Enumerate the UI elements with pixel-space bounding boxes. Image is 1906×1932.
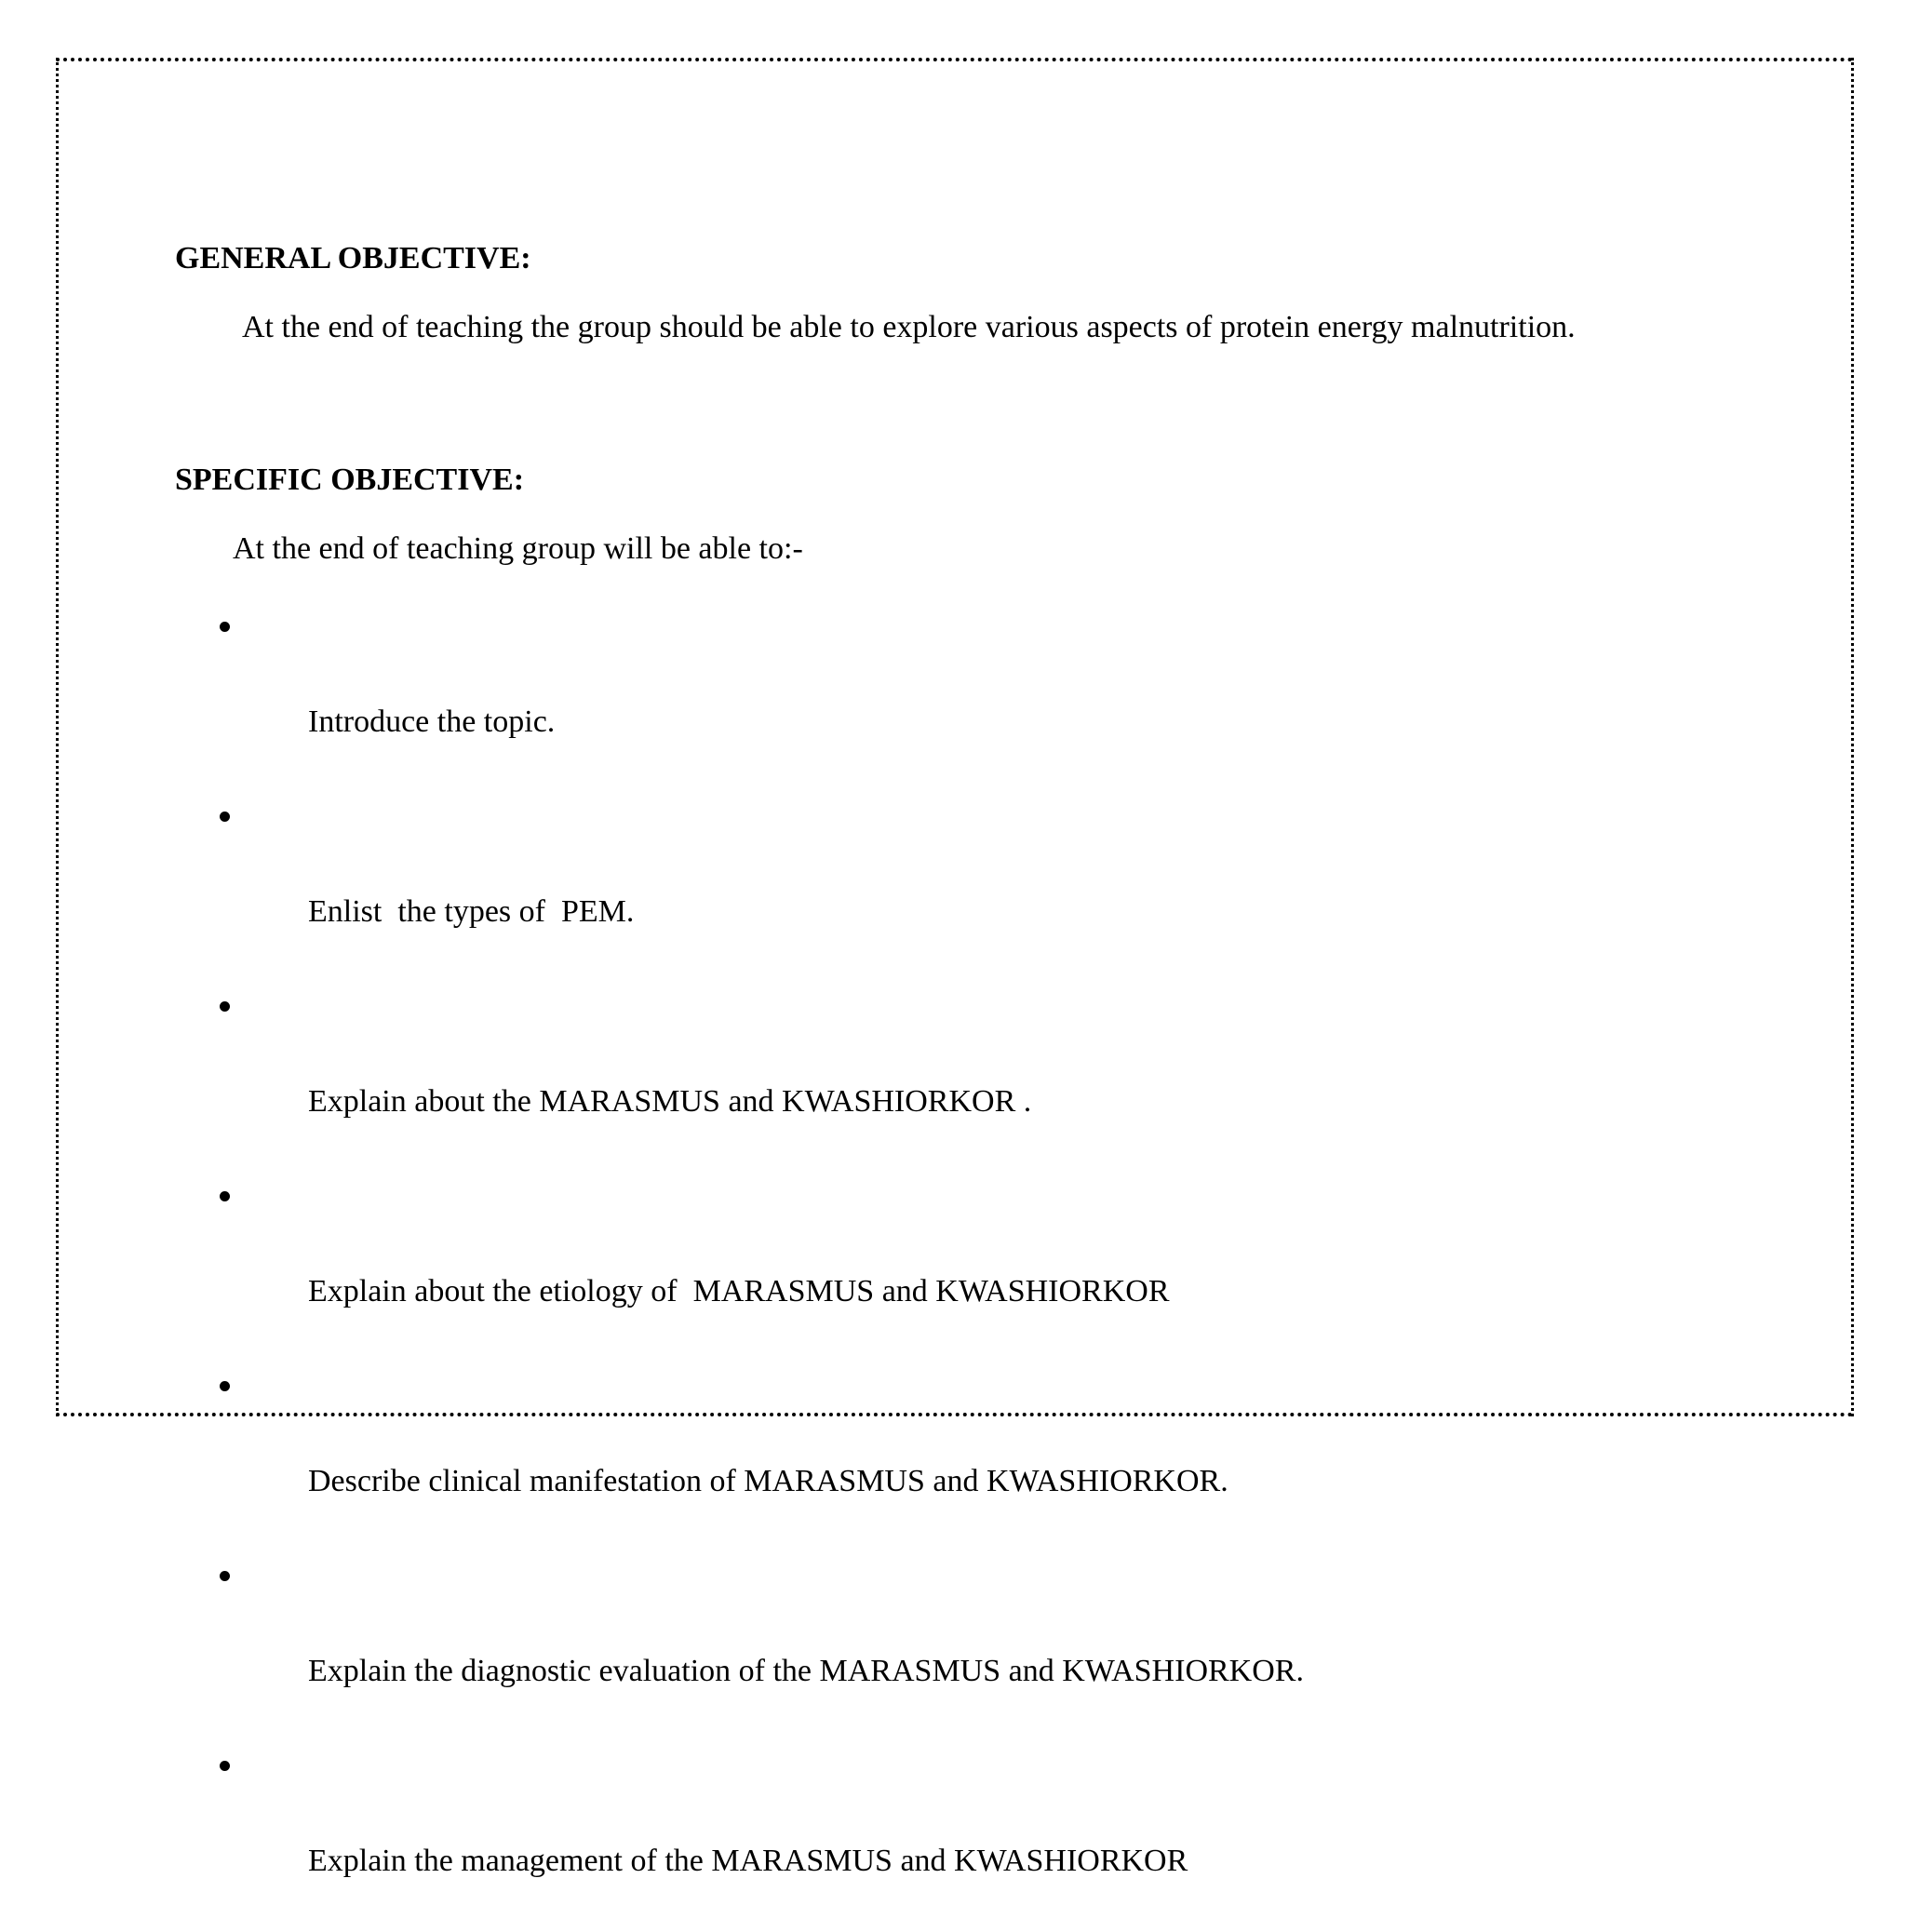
bullet-dot-icon <box>220 1761 230 1771</box>
specific-objective-intro: At the end of teaching group will be able to:- <box>233 531 803 566</box>
bullet-dot-icon <box>220 622 230 632</box>
bullet-dot-icon <box>220 812 230 822</box>
bullet-dot-icon <box>220 1381 230 1391</box>
list-item <box>175 1173 1776 1362</box>
list-item <box>175 1362 1776 1552</box>
list-item-text: Describe clinical manifestation of MARASMUS and KWASHIORKOR. <box>308 1464 1228 1498</box>
list-item-text: Introduce the topic. <box>308 704 556 739</box>
bullet-dot-icon <box>220 1571 230 1581</box>
list-item-text: Explain about the MARASMUS and KWASHIORKOR . <box>308 1084 1032 1119</box>
general-objective-text: At the end of teaching the group should be able to explore various aspects of protein energy malnutrition. <box>242 310 1576 344</box>
bullet-dot-icon <box>220 1001 230 1012</box>
list-item-text: Explain the management of the MARASMUS and KWASHIORKOR <box>308 1844 1188 1878</box>
list-item <box>175 603 1776 793</box>
general-objective-heading: GENERAL OBJECTIVE: <box>175 241 531 275</box>
specific-objective-list <box>175 603 1776 1932</box>
document-content <box>175 240 1776 1932</box>
list-item-text: Explain the diagnostic evaluation of the MARASMUS and KWASHIORKOR. <box>308 1654 1304 1688</box>
list-item <box>175 1552 1776 1742</box>
specific-objective-heading: SPECIFIC OBJECTIVE: <box>175 463 525 497</box>
list-item-text: Enlist the types of PEM. <box>308 894 635 929</box>
list-item-text: Explain about the etiology of MARASMUS and KWASHIORKOR <box>308 1274 1170 1308</box>
bullet-dot-icon <box>220 1191 230 1201</box>
list-item <box>175 793 1776 983</box>
list-item <box>175 983 1776 1173</box>
list-item <box>175 1742 1776 1932</box>
